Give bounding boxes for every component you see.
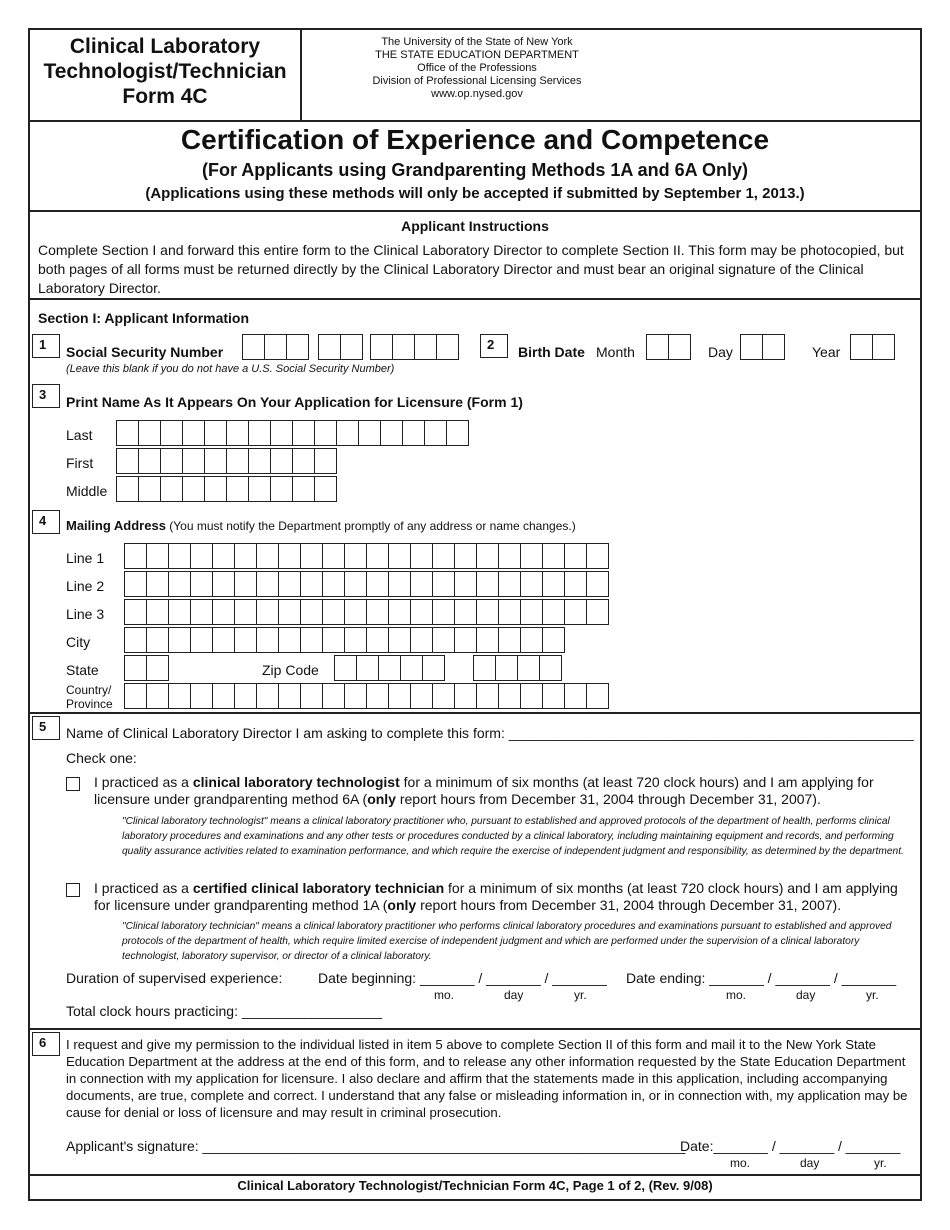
character-box[interactable] (586, 599, 609, 625)
end-month-caption: mo. (726, 988, 747, 1002)
character-box[interactable] (204, 420, 227, 446)
character-box[interactable] (322, 599, 345, 625)
item-number-5: 5 (32, 716, 60, 740)
divider (30, 210, 920, 212)
option-text-part: I practiced as a (94, 774, 193, 790)
option-text-part: I practiced as a (94, 880, 193, 896)
character-box[interactable] (292, 476, 315, 502)
ssn-input-part-2[interactable] (318, 334, 363, 360)
character-box[interactable] (850, 334, 873, 360)
form-id-line-3: Form 4C (122, 85, 208, 108)
character-box[interactable] (234, 627, 257, 653)
begin-year-caption: yr. (574, 988, 587, 1002)
character-box[interactable] (212, 543, 235, 569)
character-box[interactable] (124, 599, 147, 625)
character-box[interactable] (564, 599, 587, 625)
character-box[interactable] (410, 543, 433, 569)
character-box[interactable] (366, 627, 389, 653)
character-box[interactable] (322, 571, 345, 597)
character-box[interactable] (454, 543, 477, 569)
character-box[interactable] (146, 543, 169, 569)
character-box[interactable] (564, 683, 587, 709)
form-id-box (30, 30, 302, 122)
character-box[interactable] (300, 543, 323, 569)
character-box[interactable] (344, 543, 367, 569)
character-box[interactable] (190, 571, 213, 597)
option-text-only: only (387, 897, 417, 913)
character-box[interactable] (517, 655, 540, 681)
character-box[interactable] (248, 420, 271, 446)
first-name-input[interactable] (116, 448, 337, 474)
divider (30, 1028, 920, 1030)
form-id-line-1: Clinical Laboratory (69, 35, 261, 58)
character-box[interactable] (234, 543, 257, 569)
character-box[interactable] (358, 420, 381, 446)
character-box[interactable] (410, 627, 433, 653)
first-name-label: First (66, 455, 94, 471)
zip-code-label: Zip Code (262, 662, 319, 678)
technologist-option-text (94, 774, 910, 808)
item-number-4: 4 (32, 510, 60, 534)
character-box[interactable] (542, 599, 565, 625)
character-box[interactable] (520, 571, 543, 597)
character-box[interactable] (344, 683, 367, 709)
deadline-note: (Applications using these methods will only be accepted if submitted by September 1, 2013.) (145, 185, 805, 202)
character-box[interactable] (182, 448, 205, 474)
character-box[interactable] (168, 683, 191, 709)
character-box[interactable] (322, 543, 345, 569)
divider (30, 1174, 920, 1176)
character-box[interactable] (432, 543, 455, 569)
middle-name-label: Middle (66, 483, 108, 499)
character-box[interactable] (278, 599, 301, 625)
country-label-line-2: Province (66, 697, 113, 711)
character-box[interactable] (124, 655, 147, 681)
birth-year-input[interactable] (850, 334, 895, 360)
character-box[interactable] (138, 448, 161, 474)
character-box[interactable] (256, 571, 279, 597)
character-box[interactable] (334, 655, 357, 681)
character-box[interactable] (318, 334, 341, 360)
character-box[interactable] (344, 599, 367, 625)
character-box[interactable] (476, 571, 499, 597)
character-box[interactable] (264, 334, 287, 360)
director-name-field[interactable]: Name of Clinical Laboratory Director I am asking to complete this form: ____________________________________________________ (66, 725, 914, 741)
character-box[interactable] (124, 571, 147, 597)
character-box[interactable] (270, 476, 293, 502)
character-box[interactable] (520, 599, 543, 625)
character-box[interactable] (138, 476, 161, 502)
technician-definition: "Clinical laboratory technician" means a clinical laboratory practitioner who performs clinical laboratory procedures and examinations pursuant to established and approved protocols of the department of health, which require limited exercise of independent judgment and which are performed under the supervision of a clinical laboratory technologist, laboratory supervisor, or director of a clinical laboratory. (122, 921, 892, 962)
character-box[interactable] (278, 543, 301, 569)
agency-line: THE STATE EDUCATION DEPARTMENT (375, 49, 579, 61)
character-box[interactable] (248, 448, 271, 474)
character-box[interactable] (586, 543, 609, 569)
character-box[interactable] (422, 655, 445, 681)
character-box[interactable] (454, 599, 477, 625)
character-box[interactable] (138, 420, 161, 446)
authorization-text: I request and give my permission to the individual listed in item 5 above to complete Section II of this form and mail it to the New York State Education Department at the address at the end of this form, and to release any other information requested by the State Education Department in connection with my application for licensure. I also declare and affirm that the statements made in this application, including accompanying documents, are true, complete and correct. I understand that any false or misleading information in, or in connection with, my application may be cause for denial or loss of licensure and may result in criminal prosecution. (66, 1037, 908, 1120)
instructions-text: Complete Section I and forward this entire form to the Clinical Laboratory Director to complete Section II. This form may be photocopied, but both pages of all forms must be returned directly by the Clinical Laboratory Director and must bear an original signature of the Clinical Laboratory Director. (38, 242, 904, 296)
character-box[interactable] (292, 420, 315, 446)
middle-name-input[interactable] (116, 476, 337, 502)
character-box[interactable] (520, 627, 543, 653)
ssn-input-part-1[interactable] (242, 334, 309, 360)
print-name-label: Print Name As It Appears On Your Application for Licensure (Form 1) (66, 394, 523, 410)
character-box[interactable] (146, 627, 169, 653)
state-label: State (66, 662, 99, 678)
character-box[interactable] (182, 476, 205, 502)
character-box[interactable] (322, 627, 345, 653)
character-box[interactable] (300, 599, 323, 625)
character-box[interactable] (344, 627, 367, 653)
character-box[interactable] (392, 334, 415, 360)
character-box[interactable] (182, 420, 205, 446)
birth-year-label: Year (812, 344, 841, 360)
address-line-2-label: Line 2 (66, 578, 105, 594)
character-box[interactable] (146, 599, 169, 625)
character-box[interactable] (586, 571, 609, 597)
begin-day-caption: day (504, 988, 524, 1002)
character-box[interactable] (542, 543, 565, 569)
character-box[interactable] (495, 655, 518, 681)
last-name-label: Last (66, 427, 93, 443)
section-1-heading: Section I: Applicant Information (38, 310, 250, 326)
page-subtitle: (For Applicants using Grandparenting Methods 1A and 6A Only) (201, 160, 749, 180)
birth-month-label: Month (596, 344, 635, 360)
character-box[interactable] (872, 334, 895, 360)
character-box[interactable] (314, 448, 337, 474)
city-input[interactable] (124, 627, 565, 653)
character-box[interactable] (212, 627, 235, 653)
address-line-1-label: Line 1 (66, 550, 105, 566)
character-box[interactable] (314, 476, 337, 502)
character-box[interactable] (542, 627, 565, 653)
character-box[interactable] (539, 655, 562, 681)
form-id-line-2: Technologist/Technician (43, 60, 287, 83)
character-box[interactable] (520, 683, 543, 709)
character-box[interactable] (366, 599, 389, 625)
character-box[interactable] (668, 334, 691, 360)
character-box[interactable] (388, 571, 411, 597)
address-line-2-input[interactable] (124, 571, 609, 597)
character-box[interactable] (226, 420, 249, 446)
character-box[interactable] (300, 683, 323, 709)
zip-code-input[interactable] (334, 655, 445, 681)
date-beginning-field[interactable]: Date beginning: _______ / _______ / _______ (318, 970, 607, 986)
character-box[interactable] (116, 420, 139, 446)
character-box[interactable] (168, 627, 191, 653)
birth-day-label: Day (708, 344, 733, 360)
ssn-label: Social Security Number (66, 344, 224, 360)
mailing-address-note: (You must notify the Department promptly of any address or name changes.) (169, 519, 576, 533)
check-one-label: Check one: (66, 750, 137, 766)
character-box[interactable] (234, 683, 257, 709)
character-box[interactable] (454, 683, 477, 709)
character-box[interactable] (160, 448, 183, 474)
character-box[interactable] (414, 334, 437, 360)
page-footer: Clinical Laboratory Technologist/Technician Form 4C, Page 1 of 2, (Rev. 9/08) (237, 1178, 713, 1193)
character-box[interactable] (402, 420, 425, 446)
character-box[interactable] (542, 571, 565, 597)
character-box[interactable] (432, 683, 455, 709)
date-ending-field[interactable]: Date ending: _______ / _______ / _______ (626, 970, 897, 986)
city-label: City (66, 634, 91, 650)
begin-month-caption: mo. (434, 988, 455, 1002)
character-box[interactable] (388, 683, 411, 709)
character-box[interactable] (314, 420, 337, 446)
character-box[interactable] (400, 655, 423, 681)
character-box[interactable] (410, 599, 433, 625)
duration-label: Duration of supervised experience: (66, 970, 283, 986)
character-box[interactable] (498, 683, 521, 709)
character-box[interactable] (146, 571, 169, 597)
character-box[interactable] (336, 420, 359, 446)
character-box[interactable] (168, 599, 191, 625)
character-box[interactable] (234, 571, 257, 597)
page-title: Certification of Experience and Competence (180, 124, 770, 155)
character-box[interactable] (476, 599, 499, 625)
form-page (28, 28, 922, 1201)
character-box[interactable] (248, 476, 271, 502)
option-text-part: report hours from December 31, 2004 through December 31, 2007). (416, 897, 842, 913)
option-text-bold: clinical laboratory technologist (192, 774, 400, 790)
end-year-caption: yr. (866, 988, 879, 1002)
divider (30, 298, 920, 300)
character-box[interactable] (212, 571, 235, 597)
character-box[interactable] (498, 627, 521, 653)
item-number-6: 6 (32, 1032, 60, 1056)
agency-line: Office of the Professions (417, 62, 537, 74)
character-box[interactable] (476, 543, 499, 569)
character-box[interactable] (242, 334, 265, 360)
character-box[interactable] (762, 334, 785, 360)
divider (30, 120, 920, 122)
technician-checkbox[interactable] (66, 883, 80, 897)
character-box[interactable] (226, 448, 249, 474)
character-box[interactable] (124, 683, 147, 709)
character-box[interactable] (270, 448, 293, 474)
option-text-bold: certified clinical laboratory technician (192, 880, 445, 896)
character-box[interactable] (410, 571, 433, 597)
character-box[interactable] (256, 599, 279, 625)
character-box[interactable] (256, 543, 279, 569)
signature-month-caption: mo. (730, 1156, 751, 1170)
character-box[interactable] (286, 334, 309, 360)
character-box[interactable] (432, 627, 455, 653)
character-box[interactable] (498, 599, 521, 625)
character-box[interactable] (124, 543, 147, 569)
character-box[interactable] (190, 599, 213, 625)
character-box[interactable] (190, 683, 213, 709)
address-line-1-input[interactable] (124, 543, 609, 569)
agency-line: Division of Professional Licensing Services (372, 75, 582, 87)
character-box[interactable] (446, 420, 469, 446)
technologist-definition: "Clinical laboratory technologist" means a clinical laboratory practitioner who, pursuant to established and approved protocols of the department of health, performs clinical laboratory procedures and examinations and any other tests or procedures conducted by a clinical laboratory, including maintaining equipment and records, and performing quality assurance activities related to examination performance, and which require the exercise of independent judgment and responsibility, as determined by the department. (122, 816, 904, 857)
character-box[interactable] (564, 571, 587, 597)
character-box[interactable] (432, 571, 455, 597)
character-box[interactable] (388, 627, 411, 653)
technologist-checkbox[interactable] (66, 777, 80, 791)
character-box[interactable] (454, 571, 477, 597)
character-box[interactable] (256, 683, 279, 709)
birth-month-input[interactable] (646, 334, 691, 360)
character-box[interactable] (168, 571, 191, 597)
character-box[interactable] (344, 571, 367, 597)
character-box[interactable] (388, 599, 411, 625)
character-box[interactable] (424, 420, 447, 446)
agency-url: www.op.nysed.gov (431, 88, 523, 100)
technician-option-text (94, 880, 914, 914)
character-box[interactable] (410, 683, 433, 709)
character-box[interactable] (476, 627, 499, 653)
character-box[interactable] (388, 543, 411, 569)
character-box[interactable] (124, 627, 147, 653)
ssn-note: (Leave this blank if you do not have a U.S. Social Security Number) (66, 363, 395, 375)
character-box[interactable] (146, 655, 169, 681)
country-input[interactable] (124, 683, 609, 709)
character-box[interactable] (454, 627, 477, 653)
item-number-3: 3 (32, 384, 60, 408)
character-box[interactable] (116, 476, 139, 502)
character-box[interactable] (432, 599, 455, 625)
country-label-line-1: Country/ (66, 683, 112, 697)
character-box[interactable] (204, 476, 227, 502)
character-box[interactable] (564, 543, 587, 569)
character-box[interactable] (234, 599, 257, 625)
option-text-part: for a minimum of six months (at least 720 clock hours) and I am applying for licensure under grandparenting method 1A ( (94, 880, 898, 913)
character-box[interactable] (190, 543, 213, 569)
character-box[interactable] (356, 655, 379, 681)
character-box[interactable] (278, 683, 301, 709)
character-box[interactable] (586, 683, 609, 709)
character-box[interactable] (204, 448, 227, 474)
agency-block (302, 36, 652, 101)
character-box[interactable] (212, 599, 235, 625)
character-box[interactable] (146, 683, 169, 709)
birth-day-input[interactable] (740, 334, 785, 360)
character-box[interactable] (740, 334, 763, 360)
signature-year-caption: yr. (874, 1156, 887, 1170)
character-box[interactable] (270, 420, 293, 446)
character-box[interactable] (366, 543, 389, 569)
character-box[interactable] (436, 334, 459, 360)
item-number-2: 2 (480, 334, 508, 358)
instructions-heading: Applicant Instructions (401, 218, 549, 234)
character-box[interactable] (366, 571, 389, 597)
agency-line: The University of the State of New York (381, 36, 573, 48)
character-box[interactable] (168, 543, 191, 569)
signature-day-caption: day (800, 1156, 820, 1170)
character-box[interactable] (378, 655, 401, 681)
ssn-input-part-3[interactable] (370, 334, 459, 360)
character-box[interactable] (278, 571, 301, 597)
character-box[interactable] (498, 543, 521, 569)
character-box[interactable] (226, 476, 249, 502)
character-box[interactable] (300, 571, 323, 597)
total-hours-field[interactable]: Total clock hours practicing: __________________ (66, 1003, 383, 1019)
character-box[interactable] (473, 655, 496, 681)
character-box[interactable] (160, 420, 183, 446)
character-box[interactable] (476, 683, 499, 709)
character-box[interactable] (212, 683, 235, 709)
birth-date-label: Birth Date (518, 344, 585, 360)
item-number-1: 1 (32, 334, 60, 358)
character-box[interactable] (322, 683, 345, 709)
character-box[interactable] (498, 571, 521, 597)
divider (30, 712, 920, 714)
applicant-signature-field[interactable]: Applicant's signature: ______________________________________________________________ (66, 1138, 686, 1154)
character-box[interactable] (116, 448, 139, 474)
character-box[interactable] (160, 476, 183, 502)
character-box[interactable] (256, 627, 279, 653)
character-box[interactable] (190, 627, 213, 653)
address-line-3-input[interactable] (124, 599, 609, 625)
country-label (66, 683, 113, 711)
character-box[interactable] (340, 334, 363, 360)
character-box[interactable] (542, 683, 565, 709)
option-text-part: for a minimum of six months (at least 720 clock hours) and I am applying for licensure under grandparenting method 6A ( (94, 774, 874, 807)
zip-extension-input[interactable] (473, 655, 562, 681)
option-text-part: report hours from December 31, 2004 through December 31, 2007). (395, 791, 821, 807)
character-box[interactable] (278, 627, 301, 653)
signature-date-field[interactable]: Date:_______ / _______ / _______ (680, 1138, 901, 1154)
character-box[interactable] (300, 627, 323, 653)
mailing-address-label: Mailing Address (66, 518, 166, 533)
character-box[interactable] (366, 683, 389, 709)
mailing-address-heading (66, 518, 576, 533)
state-input[interactable] (124, 655, 169, 681)
address-line-3-label: Line 3 (66, 606, 105, 622)
end-day-caption: day (796, 988, 816, 1002)
character-box[interactable] (380, 420, 403, 446)
character-box[interactable] (292, 448, 315, 474)
option-text-only: only (367, 791, 396, 807)
character-box[interactable] (646, 334, 669, 360)
last-name-input[interactable] (116, 420, 469, 446)
character-box[interactable] (370, 334, 393, 360)
character-box[interactable] (520, 543, 543, 569)
